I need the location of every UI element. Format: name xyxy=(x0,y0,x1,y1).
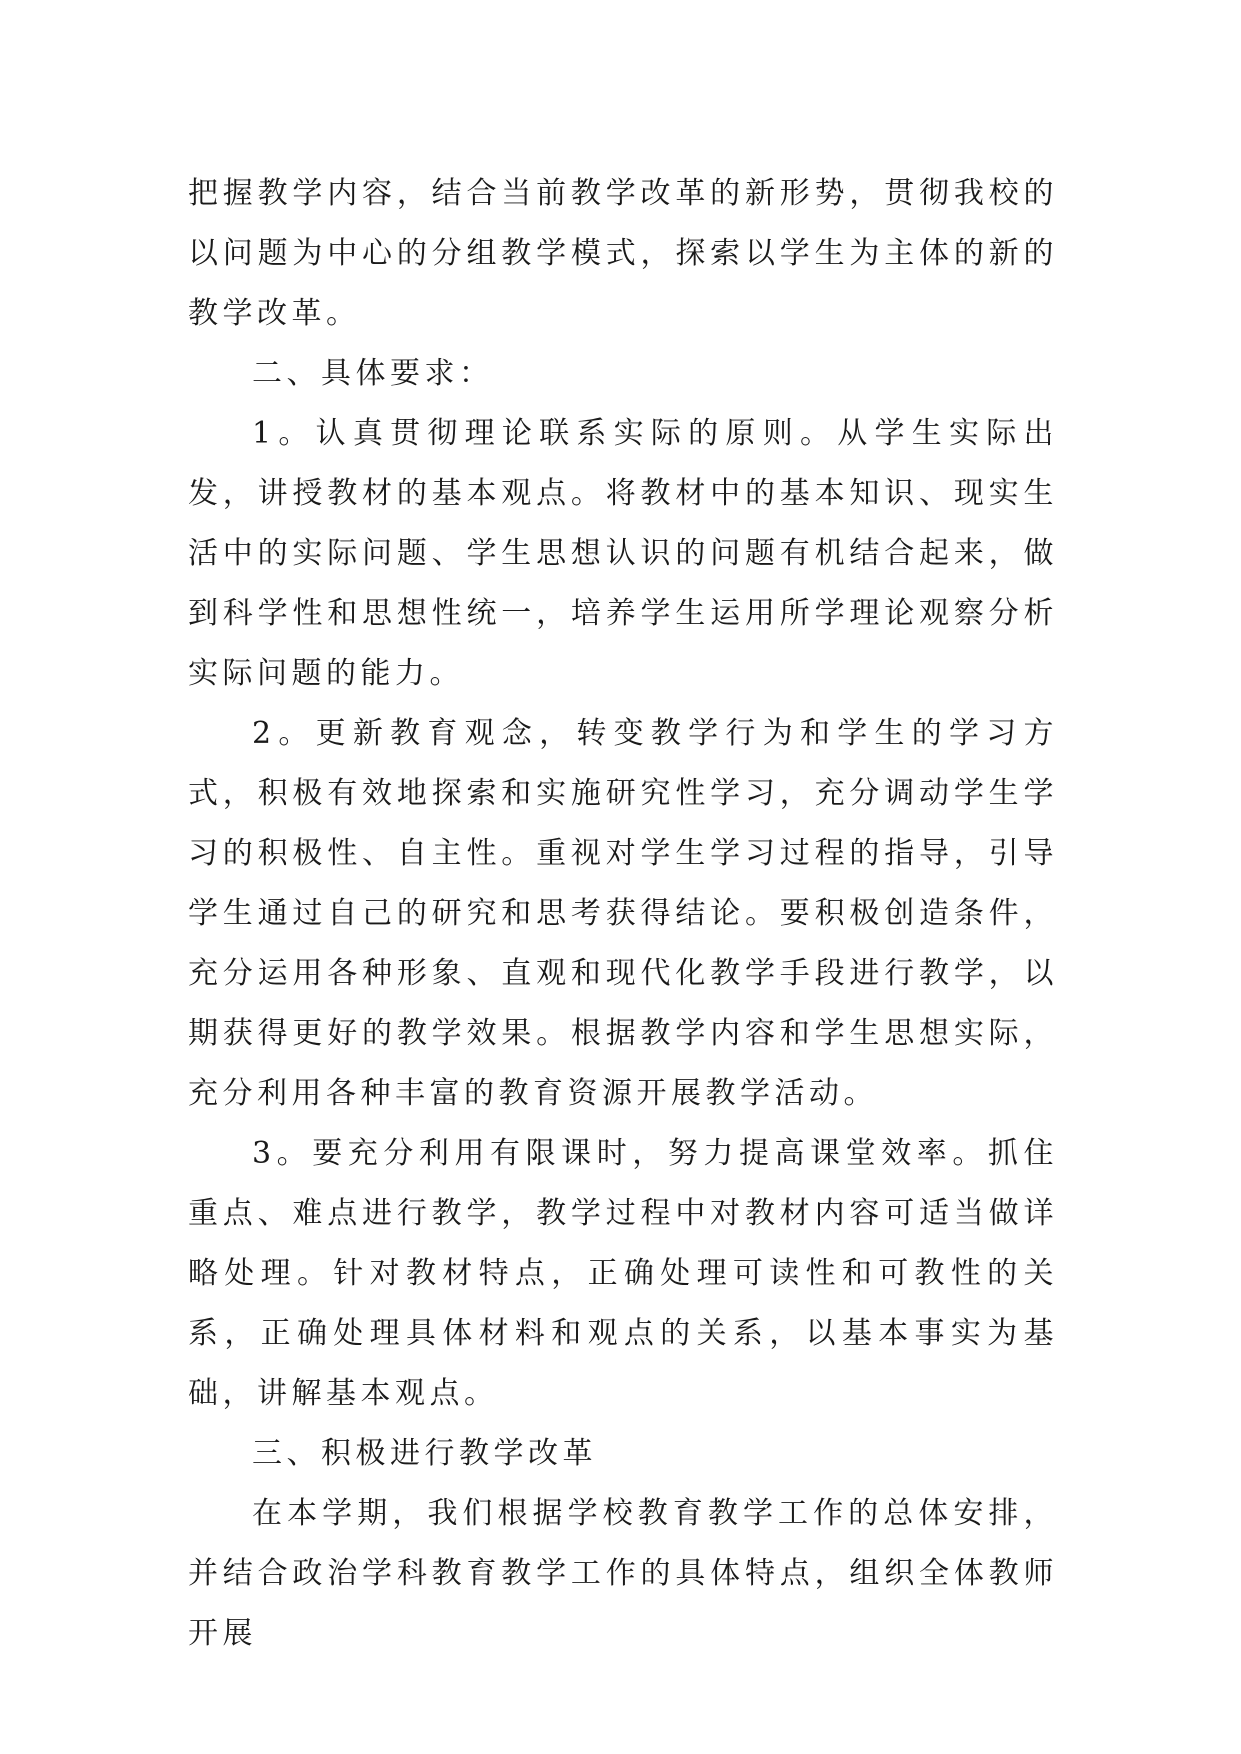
section-heading-reform: 三、积极进行教学改革 xyxy=(252,1436,597,1471)
paragraph-requirement-3: 3。要充分利用有限课时，努力提高课堂效率。抓住重点、难点进行教学，教学过程中对教材内容可适当做详略处理。针对教材特点，正确处理可读性和可教性的关系，正确处理具体材料和观点的关系，以基本事实为基础，讲解基本观点。 xyxy=(188,1136,1058,1411)
paragraph-requirement-2: 2。更新教育观念，转变教学行为和学生的学习方式，积极有效地探索和实施研究性学习，充分调动学生学习的积极性、自主性。重视对学生学习过程的指导，引导学生通过自己的研究和思考获得结论。要积极创造条件，充分运用各种形象、直观和现代化教学手段进行教学，以期获得更好的教学效果。根据教学内容和学生思想实际，充分利用各种丰富的教育资源开展教学活动。 xyxy=(188,716,1058,1111)
body-text xyxy=(188,164,1058,1664)
paragraph-reform: 在本学期，我们根据学校教育教学工作的总体安排，并结合政治学科教育教学工作的具体特点，组织全体教师开展 xyxy=(188,1496,1058,1651)
section-heading-requirements: 二、具体要求： xyxy=(252,356,494,391)
paragraph-requirement-1: 1。认真贯彻理论联系实际的原则。从学生实际出发，讲授教材的基本观点。将教材中的基本知识、现实生活中的实际问题、学生思想认识的问题有机结合起来，做到科学性和思想性统一，培养学生运用所学理论观察分析实际问题的能力。 xyxy=(188,416,1058,691)
paragraph-continuation: 把握教学内容，结合当前教学改革的新形势，贯彻我校的以问题为中心的分组教学模式，探索以学生为主体的新的教学改革。 xyxy=(188,176,1058,331)
